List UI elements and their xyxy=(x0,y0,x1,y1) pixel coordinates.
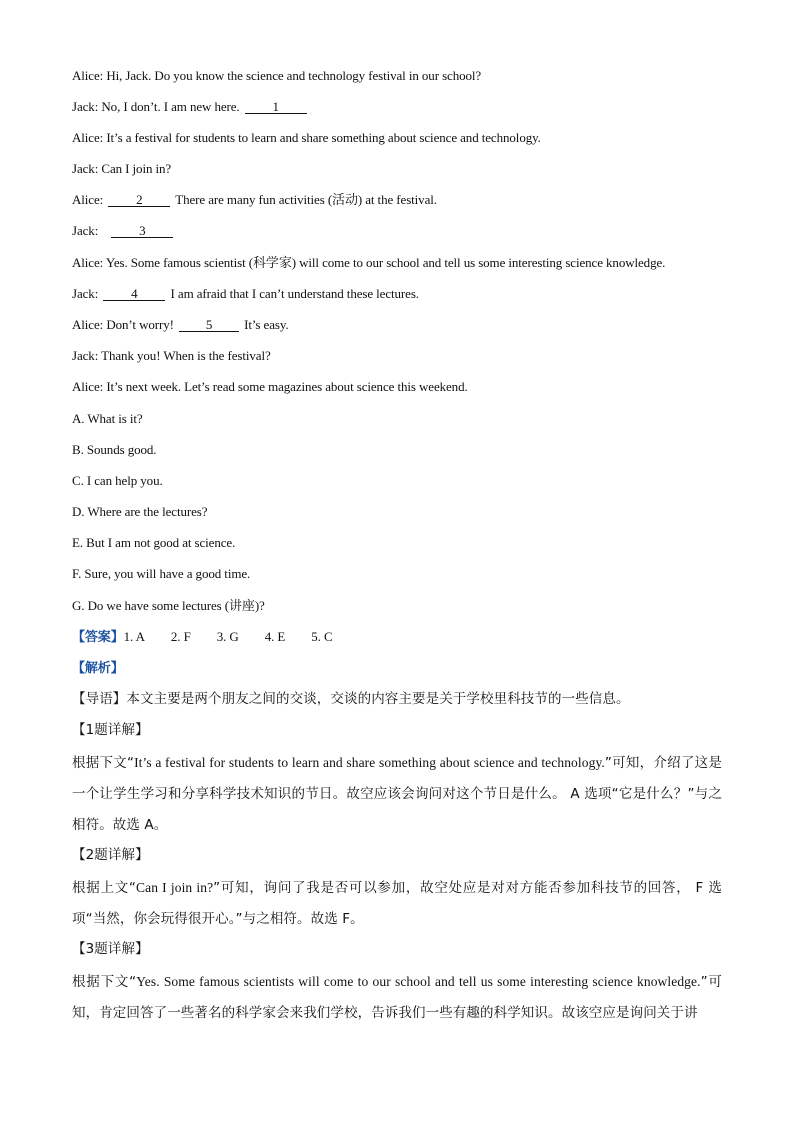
speaker: Jack: xyxy=(72,99,99,114)
detail-label: 【3题详解】 xyxy=(72,941,149,957)
answer-blank-2[interactable]: 2 xyxy=(108,193,170,207)
detail-2-heading xyxy=(72,840,722,871)
dialogue-text: Yes. Some famous scientist (科学家) will come to our school and tell us some interesting science knowledge. xyxy=(105,255,666,270)
answer-blank-3[interactable]: 3 xyxy=(111,224,173,238)
guide-text: 本文主要是两个朋友之间的交谈，交谈的内容主要是关于学校里科技节的一些信息。 xyxy=(126,691,630,707)
answer-row xyxy=(72,629,359,646)
speaker: Jack: xyxy=(72,223,99,238)
detail-text: ”可知，介绍了这是一个让学生学习和分享科学技术知识的节日。故空应该会询问对这个节日是什么。 A 选项“它是什么？”与之相符。故选 A。 xyxy=(72,755,722,833)
detail-3-body xyxy=(72,966,722,1029)
speaker: Alice: xyxy=(72,255,104,270)
analysis-label: 【解析】 xyxy=(72,661,124,676)
dialogue-line-9 xyxy=(72,317,289,333)
option-c: C. I can help you. xyxy=(72,473,163,488)
dialogue-text: Don’t worry! xyxy=(106,317,174,332)
detail-quote: Yes. Some famous scientists will come to our school and tell us some interesting science knowledge. xyxy=(136,974,701,989)
dialogue-text: There are many fun activities (活动) at the festival. xyxy=(175,192,437,207)
dialogue-text: It’s next week. Let’s read some magazines about science this weekend. xyxy=(106,379,468,394)
detail-text: ”可知，询问了我是否可以参加，故空处应是对对方能否参加科技节的回答， F 选项“当然，你会玩得很开心。”与之相符。故选 F。 xyxy=(72,880,722,927)
option-g: G. Do we have some lectures (讲座)? xyxy=(72,598,265,613)
dialogue-line-1 xyxy=(72,68,481,84)
option-f: F. Sure, you will have a good time. xyxy=(72,566,251,581)
dialogue-text: Thank you! When is the festival? xyxy=(101,348,271,363)
speaker: Alice: xyxy=(72,68,104,83)
option-d: D. Where are the lectures? xyxy=(72,504,208,519)
answer-item: 4. E xyxy=(264,629,286,644)
dialogue-line-8 xyxy=(72,286,419,302)
dialogue-line-11 xyxy=(72,379,468,395)
answer-label: 【答案】 xyxy=(72,630,124,645)
answer-blank-1[interactable]: 1 xyxy=(245,100,307,114)
guide-label: 【导语】 xyxy=(72,691,127,707)
detail-quote: It’s a festival for students to learn and share something about science and technology. xyxy=(134,755,605,770)
dialogue-line-5 xyxy=(72,192,437,208)
detail-text: 根据下文“ xyxy=(72,974,137,990)
detail-label: 【2题详解】 xyxy=(72,847,149,863)
dialogue-text: Hi, Jack. Do you know the science and technology festival in our school? xyxy=(106,68,482,83)
detail-text: ”可知，肯定回答了一些著名的科学家会来我们学校，告诉我们一些有趣的科学知识。故该空应是询问关于讲 xyxy=(72,974,722,1021)
dialogue-line-2 xyxy=(72,99,309,115)
speaker: Jack: xyxy=(72,348,99,363)
answer-item: 5. C xyxy=(311,629,333,644)
speaker: Alice: xyxy=(72,130,104,145)
answer-item: 1. A xyxy=(123,629,145,644)
dialogue-text: Can I join in? xyxy=(101,161,172,176)
answer-item: 2. F xyxy=(170,629,191,644)
detail-2-body xyxy=(72,872,722,935)
speaker: Jack: xyxy=(72,286,99,301)
dialogue-line-7 xyxy=(72,255,665,271)
dialogue-line-3 xyxy=(72,130,541,146)
detail-text: 根据下文“ xyxy=(72,755,135,771)
answer-blank-4[interactable]: 4 xyxy=(103,287,165,301)
detail-1-body xyxy=(72,747,722,841)
dialogue-line-6 xyxy=(72,223,175,239)
dialogue-line-4 xyxy=(72,161,171,177)
speaker: Jack: xyxy=(72,161,99,176)
dialogue-text: No, I don’t. I am new here. xyxy=(101,99,240,114)
guide-paragraph xyxy=(72,684,722,715)
speaker: Alice: xyxy=(72,317,104,332)
detail-3-heading xyxy=(72,934,722,965)
detail-text: 根据上文“ xyxy=(72,880,137,896)
option-b: B. Sounds good. xyxy=(72,442,157,457)
speaker: Alice: xyxy=(72,379,104,394)
analysis-heading xyxy=(72,660,124,677)
dialogue-line-10 xyxy=(72,348,271,364)
dialogue-text: I am afraid that I can’t understand these lectures. xyxy=(170,286,419,301)
option-a: A. What is it? xyxy=(72,411,143,426)
detail-quote: Can I join in? xyxy=(136,880,214,895)
answer-blank-5[interactable]: 5 xyxy=(179,318,239,332)
option-e: E. But I am not good at science. xyxy=(72,535,236,550)
speaker: Alice: xyxy=(72,192,104,207)
dialogue-text: It’s easy. xyxy=(244,317,289,332)
detail-label: 【1题详解】 xyxy=(72,722,149,738)
answer-item: 3. G xyxy=(216,629,239,644)
dialogue-text: It’s a festival for students to learn and share something about science and technology. xyxy=(106,130,541,145)
detail-1-heading xyxy=(72,715,722,746)
